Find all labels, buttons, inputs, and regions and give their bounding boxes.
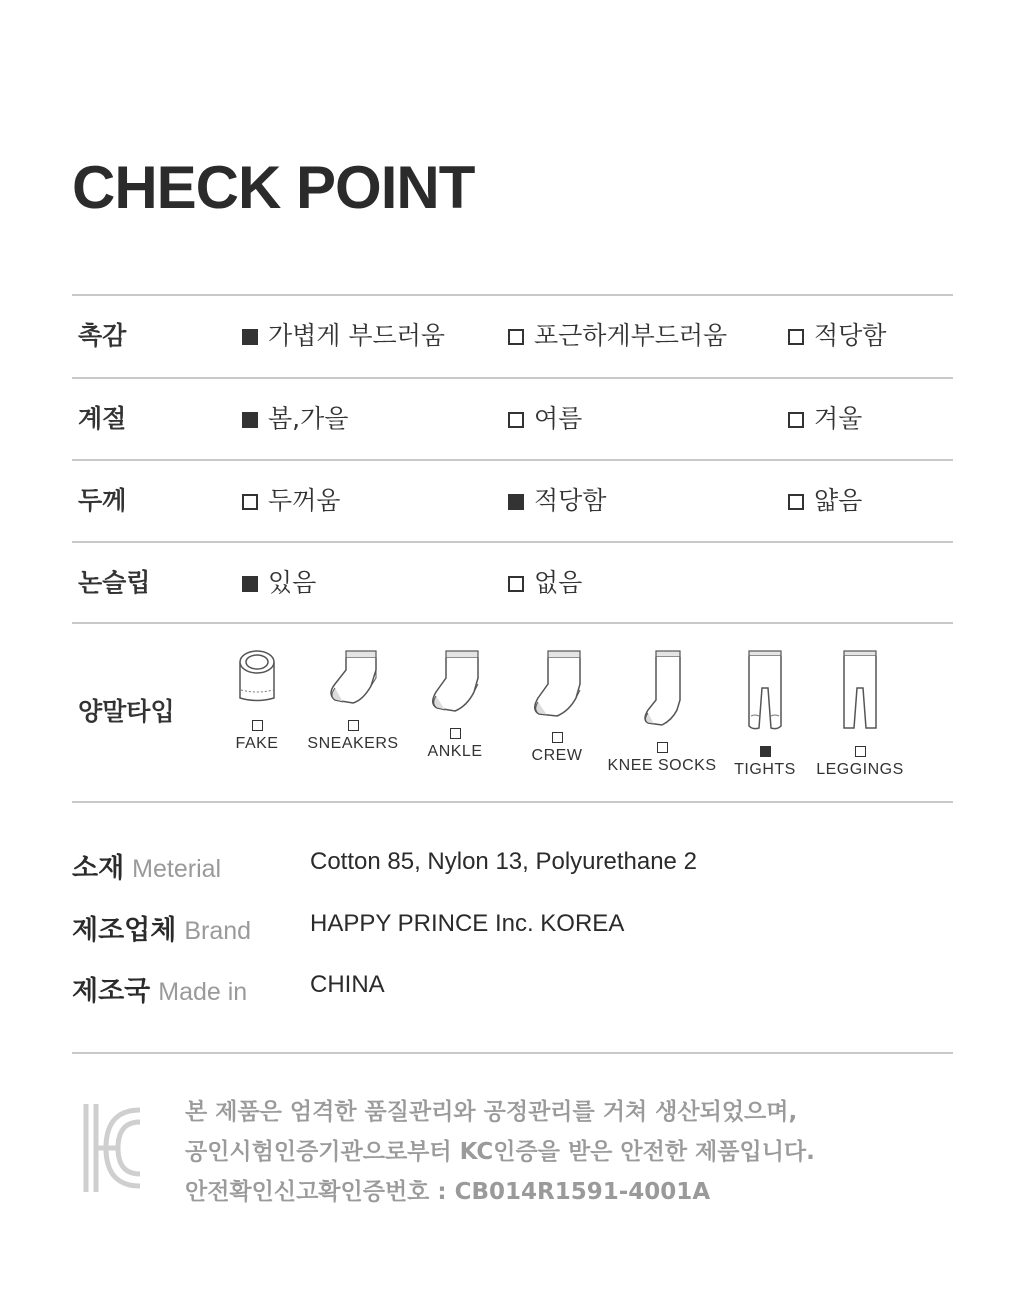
checkbox-unchecked <box>788 412 804 428</box>
divider <box>72 622 953 624</box>
option-label: 두꺼움 <box>268 486 341 515</box>
spec-label <box>72 908 251 947</box>
option-label: 봄,가을 <box>268 404 349 433</box>
row-label: 양말타입 <box>78 697 175 726</box>
option <box>242 379 348 459</box>
option-label: 포근하게부드러움 <box>534 321 728 350</box>
option <box>242 296 445 376</box>
sock-type-fake <box>202 648 312 753</box>
page-title: CHECK POINT <box>72 154 475 221</box>
sock-type-sneakers <box>298 648 408 753</box>
checkbox-checked <box>242 329 258 345</box>
checkbox-checked <box>242 412 258 428</box>
checkbox-unchecked <box>252 720 263 731</box>
sock-type-ankle <box>400 648 510 761</box>
spec-value: HAPPY PRINCE Inc. KOREA <box>310 910 625 937</box>
ankle-sock-icon <box>429 648 481 714</box>
option-label: 가볍게 부드러움 <box>268 321 445 350</box>
spec-label-en: Made in <box>158 978 248 1006</box>
checkbox-unchecked <box>450 728 461 739</box>
sock-type-label: FAKE <box>235 735 279 752</box>
sock-type-label: LEGGINGS <box>816 761 904 778</box>
checkbox-unchecked <box>508 576 524 592</box>
checkbox-checked <box>242 576 258 592</box>
sock-type-leggings <box>805 648 915 779</box>
option-label: 적당함 <box>534 486 607 515</box>
checkbox-unchecked <box>657 742 668 753</box>
attribute-row-season <box>72 379 953 459</box>
row-label: 논슬립 <box>78 568 151 597</box>
spec-label-en: Meterial <box>132 855 222 883</box>
option <box>788 379 862 459</box>
option-label: 여름 <box>534 404 583 433</box>
fake-sock-icon <box>237 648 277 706</box>
option <box>508 461 606 541</box>
spec-label <box>72 846 221 885</box>
spec-label-ko: 제조국 <box>72 976 151 1007</box>
option-label: 적당함 <box>814 321 887 350</box>
checkbox-unchecked <box>508 412 524 428</box>
option-label: 겨울 <box>814 404 863 433</box>
tights-icon <box>745 648 785 732</box>
certification-line: 공인시험인증기관으로부터 KC인증을 받은 안전한 제품입니다. <box>185 1139 815 1165</box>
spec-label <box>72 969 247 1008</box>
sneakers-sock-icon <box>327 648 379 706</box>
option <box>788 296 886 376</box>
option <box>242 461 340 541</box>
kc-mark-icon <box>82 1100 144 1196</box>
divider <box>72 1052 953 1054</box>
row-label: 촉감 <box>78 321 127 350</box>
option <box>788 461 862 541</box>
checkbox-unchecked <box>348 720 359 731</box>
attribute-row-thickness <box>72 461 953 541</box>
spec-value: Cotton 85, Nylon 13, Polyurethane 2 <box>310 848 697 875</box>
certification-text <box>185 1092 815 1212</box>
option <box>508 379 582 459</box>
spec-label-ko: 소재 <box>72 853 125 884</box>
sock-type-knee-socks <box>607 648 717 775</box>
checkbox-unchecked <box>242 494 258 510</box>
spec-label-en: Brand <box>184 917 252 945</box>
row-label: 계절 <box>78 404 127 433</box>
sock-type-label: SNEAKERS <box>307 735 399 752</box>
option <box>508 543 582 623</box>
spec-label-ko: 제조업체 <box>72 915 177 946</box>
checkbox-checked <box>760 746 771 757</box>
checkbox-unchecked <box>508 329 524 345</box>
crew-sock-icon <box>531 648 583 718</box>
option-label: 없음 <box>534 568 583 597</box>
checkbox-unchecked <box>788 329 804 345</box>
leggings-icon <box>840 648 880 732</box>
knee-sock-icon <box>640 648 684 728</box>
option <box>242 543 316 623</box>
attribute-row-texture <box>72 296 953 376</box>
certification-number: 안전확인신고확인증번호 : CB014R1591-4001A <box>185 1179 711 1205</box>
option <box>508 296 727 376</box>
divider <box>72 801 953 803</box>
checkbox-checked <box>508 494 524 510</box>
spec-value: CHINA <box>310 971 385 998</box>
option-label: 얇음 <box>814 486 863 515</box>
checkbox-unchecked <box>855 746 866 757</box>
sock-type-label: ANKLE <box>427 743 483 760</box>
sock-type-crew <box>502 648 612 765</box>
option-label: 있음 <box>268 568 317 597</box>
sock-type-label: KNEE SOCKS <box>607 757 717 774</box>
sock-type-label: CREW <box>531 747 583 764</box>
attribute-row-nonslip <box>72 543 953 623</box>
sock-type-label: TIGHTS <box>734 761 796 778</box>
certification-line: 본 제품은 엄격한 품질관리와 공정관리를 거쳐 생산되었으며, <box>185 1099 798 1125</box>
checkbox-unchecked <box>788 494 804 510</box>
row-label: 두께 <box>78 486 127 515</box>
checkbox-unchecked <box>552 732 563 743</box>
sock-type-tights <box>710 648 820 779</box>
